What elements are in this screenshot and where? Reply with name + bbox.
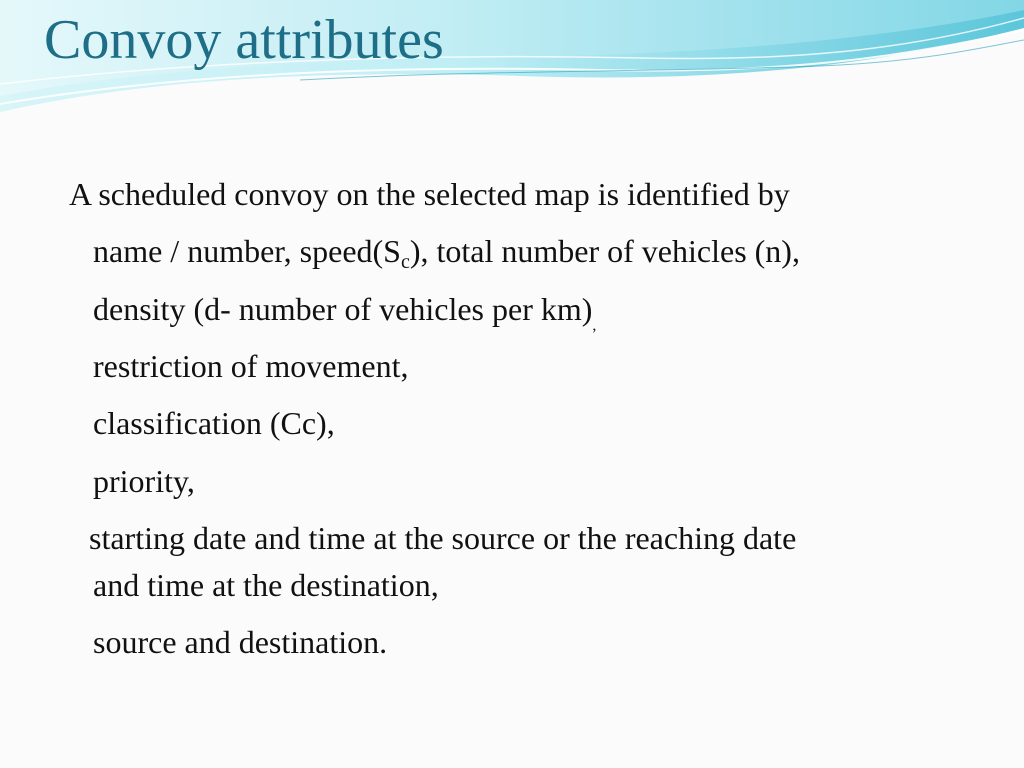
bullet-line-8: source and destination. [93,624,388,660]
line-3-text: density (d- number of vehicles per km) [93,291,593,327]
speed-subscript: c [400,251,410,273]
line-2-suffix: ), total number of vehicles (n), [409,233,800,269]
bullet-line-6: priority, [93,463,195,499]
bullet-line-3 [93,289,596,346]
bullet-line-2 [93,231,800,271]
bullet-line-4: restriction of movement, [93,348,409,384]
line-3-trailing-comma: , [592,317,597,334]
bullet-line-1: A scheduled convoy on the selected map is identified by [69,176,790,212]
slide-title: Convoy attributes [44,9,444,71]
bullet-line-7: starting date and time at the source or the reaching date [89,520,797,556]
bullet-line-5: classification (Cc), [93,405,335,441]
bullet-line-7-continued: and time at the destination, [93,567,439,603]
line-2-prefix: name / number, speed(S [93,233,401,269]
